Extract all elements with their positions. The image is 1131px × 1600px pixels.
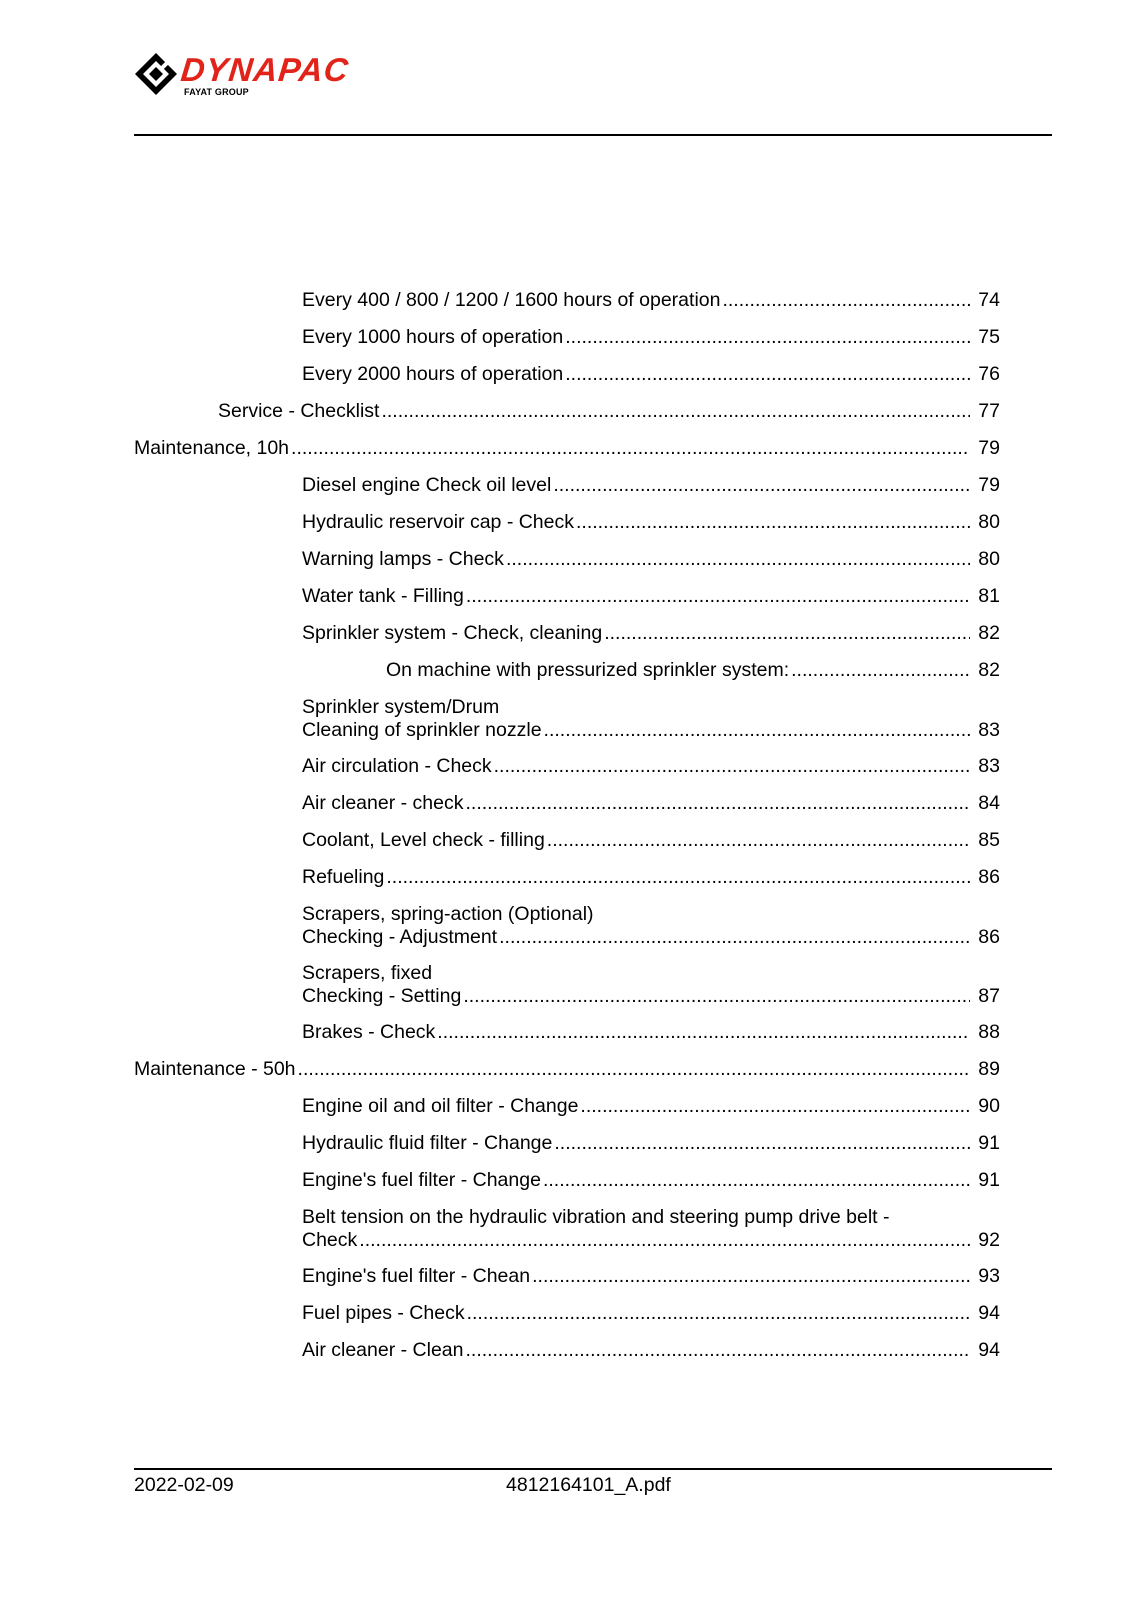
toc-entry-title: Every 1000 hours of operation bbox=[302, 326, 564, 348]
toc-entry[interactable] bbox=[134, 326, 1000, 349]
toc-dot-leader bbox=[494, 755, 970, 778]
toc-entry-page-number: 77 bbox=[978, 400, 1000, 422]
brand-subtitle: FAYAT GROUP bbox=[184, 87, 249, 97]
toc-entry[interactable] bbox=[134, 474, 1000, 497]
toc-entry-title: Diesel engine Check oil level bbox=[302, 474, 552, 496]
toc-dot-leader bbox=[298, 1058, 970, 1081]
toc-dot-leader bbox=[465, 792, 970, 815]
toc-entry-title: Sprinkler system - Check, cleaning bbox=[302, 622, 603, 644]
toc-entry-line bbox=[302, 985, 1000, 1008]
toc-entry[interactable] bbox=[134, 659, 1000, 682]
toc-entry[interactable] bbox=[134, 511, 1000, 534]
toc-dot-leader bbox=[381, 400, 970, 423]
toc-entry-line bbox=[302, 474, 1000, 497]
toc-entry-line bbox=[302, 363, 1000, 386]
toc-entry[interactable] bbox=[134, 1132, 1000, 1155]
toc-entry-page-number: 94 bbox=[978, 1339, 1000, 1361]
toc-entry[interactable] bbox=[134, 400, 1000, 423]
toc-entry-title: Engine's fuel filter - Chean bbox=[302, 1265, 531, 1287]
toc-entry[interactable] bbox=[134, 622, 1000, 645]
toc-entry-page-number: 87 bbox=[978, 985, 1000, 1007]
dynapac-diamond-icon bbox=[134, 52, 178, 96]
toc-entry-line bbox=[386, 659, 1000, 682]
toc-dot-leader bbox=[554, 1132, 970, 1155]
toc-entry-line bbox=[302, 585, 1000, 608]
toc-entry[interactable] bbox=[134, 755, 1000, 778]
toc-entry-line bbox=[302, 1339, 1000, 1362]
toc-entry-page-number: 84 bbox=[978, 792, 1000, 814]
toc-entry[interactable] bbox=[134, 1265, 1000, 1288]
toc-entry[interactable] bbox=[134, 903, 1000, 949]
toc-entry-page-number: 76 bbox=[978, 363, 1000, 385]
toc-dot-leader bbox=[547, 829, 970, 852]
toc-entry-line bbox=[302, 755, 1000, 778]
toc-entry-line bbox=[302, 622, 1000, 645]
footer-filename: 4812164101_A.pdf bbox=[506, 1474, 671, 1496]
toc-dot-leader bbox=[359, 1229, 970, 1252]
toc-entry-title: Hydraulic reservoir cap - Check bbox=[302, 511, 575, 533]
toc-entry-title: Check bbox=[302, 1229, 358, 1251]
toc-entry-line bbox=[302, 1095, 1000, 1118]
toc-dot-leader bbox=[465, 1339, 970, 1362]
toc-dot-leader bbox=[543, 1169, 970, 1192]
toc-entry-line bbox=[302, 289, 1000, 312]
toc-entry-line bbox=[302, 548, 1000, 571]
toc-entry-line bbox=[302, 1229, 1000, 1252]
toc-entry-title: On machine with pressurized sprinkler system: bbox=[386, 659, 790, 681]
toc-entry[interactable] bbox=[134, 585, 1000, 608]
toc-entry-title-line: Sprinkler system/Drum bbox=[302, 696, 500, 718]
toc-dot-leader bbox=[544, 719, 970, 742]
footer-rule bbox=[134, 1468, 1052, 1470]
toc-entry-title: Coolant, Level check - filling bbox=[302, 829, 545, 851]
toc-entry-page-number: 79 bbox=[978, 437, 1000, 459]
toc-entry-title: Service - Checklist bbox=[218, 400, 380, 422]
toc-dot-leader bbox=[565, 363, 970, 386]
toc-dot-leader bbox=[506, 548, 970, 571]
toc-entry-title: Maintenance, 10h bbox=[134, 437, 290, 459]
toc-entry-page-number: 75 bbox=[978, 326, 1000, 348]
toc-entry-page-number: 79 bbox=[978, 474, 1000, 496]
toc-dot-leader bbox=[463, 985, 970, 1008]
toc-entry-line bbox=[302, 792, 1000, 815]
toc-entry[interactable] bbox=[134, 829, 1000, 852]
toc-entry-line bbox=[302, 1265, 1000, 1288]
toc-dot-leader bbox=[467, 1302, 970, 1325]
toc-entry-title: Warning lamps - Check bbox=[302, 548, 504, 570]
toc-entry-title: Air cleaner - Clean bbox=[302, 1339, 464, 1361]
toc-entry-line bbox=[218, 400, 1000, 423]
toc-entry-page-number: 93 bbox=[978, 1265, 1000, 1287]
dynapac-logo bbox=[134, 50, 474, 102]
toc-entry-title: Maintenance - 50h bbox=[134, 1058, 296, 1080]
toc-entry-line bbox=[302, 829, 1000, 852]
table-of-contents bbox=[134, 289, 1000, 1376]
toc-entry[interactable] bbox=[134, 363, 1000, 386]
toc-entry-page-number: 86 bbox=[978, 866, 1000, 888]
toc-entry[interactable] bbox=[134, 1169, 1000, 1192]
toc-entry[interactable] bbox=[134, 1302, 1000, 1325]
toc-entry[interactable] bbox=[134, 696, 1000, 742]
toc-entry-title: Cleaning of sprinkler nozzle bbox=[302, 719, 542, 741]
toc-entry-page-number: 89 bbox=[978, 1058, 1000, 1080]
toc-entry-page-number: 86 bbox=[978, 926, 1000, 948]
toc-entry-page-number: 83 bbox=[978, 719, 1000, 741]
toc-entry-page-number: 88 bbox=[978, 1021, 1000, 1043]
toc-entry[interactable] bbox=[134, 289, 1000, 312]
toc-dot-leader bbox=[386, 866, 970, 889]
toc-entry-page-number: 80 bbox=[978, 511, 1000, 533]
toc-entry-title: Checking - Setting bbox=[302, 985, 462, 1007]
toc-entry-line bbox=[302, 719, 1000, 742]
toc-entry[interactable] bbox=[134, 437, 1000, 460]
toc-entry-title: Checking - Adjustment bbox=[302, 926, 498, 948]
toc-entry[interactable] bbox=[134, 1095, 1000, 1118]
toc-entry-title: Fuel pipes - Check bbox=[302, 1302, 465, 1324]
toc-entry[interactable] bbox=[134, 1021, 1000, 1044]
toc-entry-line bbox=[134, 437, 1000, 460]
brand-wordmark: DYNAPAC bbox=[179, 51, 351, 88]
toc-entry-line bbox=[302, 326, 1000, 349]
toc-entry[interactable] bbox=[134, 1339, 1000, 1362]
toc-entry-page-number: 82 bbox=[978, 659, 1000, 681]
toc-entry-line bbox=[302, 511, 1000, 534]
footer-date: 2022-02-09 bbox=[134, 1474, 234, 1496]
toc-entry[interactable] bbox=[134, 548, 1000, 571]
toc-entry-line bbox=[134, 1058, 1000, 1081]
toc-entry-title: Hydraulic fluid filter - Change bbox=[302, 1132, 553, 1154]
toc-entry-page-number: 91 bbox=[978, 1132, 1000, 1154]
toc-dot-leader bbox=[291, 437, 970, 460]
toc-entry-title: Every 2000 hours of operation bbox=[302, 363, 564, 385]
toc-entry[interactable] bbox=[134, 1058, 1000, 1081]
toc-entry-title-line: Belt tension on the hydraulic vibration and steering pump drive belt - bbox=[302, 1206, 890, 1228]
toc-dot-leader bbox=[791, 659, 970, 682]
toc-dot-leader bbox=[565, 326, 970, 349]
toc-entry[interactable] bbox=[134, 866, 1000, 889]
toc-entry-line bbox=[302, 926, 1000, 949]
toc-entry-page-number: 80 bbox=[978, 548, 1000, 570]
toc-entry-line bbox=[302, 1021, 1000, 1044]
toc-entry-page-number: 81 bbox=[978, 585, 1000, 607]
toc-entry-title-line: Scrapers, fixed bbox=[302, 962, 433, 984]
toc-dot-leader bbox=[437, 1021, 970, 1044]
toc-entry-title: Refueling bbox=[302, 866, 385, 888]
toc-entry-page-number: 83 bbox=[978, 755, 1000, 777]
toc-entry-title: Engine's fuel filter - Change bbox=[302, 1169, 541, 1191]
toc-entry-title: Air circulation - Check bbox=[302, 755, 492, 777]
toc-entry-line bbox=[302, 1132, 1000, 1155]
toc-entry-page-number: 85 bbox=[978, 829, 1000, 851]
toc-entry-title: Water tank - Filling bbox=[302, 585, 464, 607]
toc-entry[interactable] bbox=[134, 792, 1000, 815]
toc-dot-leader bbox=[553, 474, 970, 497]
toc-entry-page-number: 90 bbox=[978, 1095, 1000, 1117]
toc-dot-leader bbox=[466, 585, 970, 608]
toc-dot-leader bbox=[532, 1265, 970, 1288]
toc-entry-title: Air cleaner - check bbox=[302, 792, 464, 814]
toc-entry-page-number: 74 bbox=[978, 289, 1000, 311]
toc-dot-leader bbox=[499, 926, 970, 949]
toc-entry-line bbox=[302, 1302, 1000, 1325]
toc-dot-leader bbox=[604, 622, 970, 645]
header-rule bbox=[134, 134, 1052, 136]
toc-entry-title-line: Scrapers, spring-action (Optional) bbox=[302, 903, 594, 925]
toc-entry[interactable] bbox=[134, 962, 1000, 1008]
toc-dot-leader bbox=[576, 511, 970, 534]
toc-dot-leader bbox=[580, 1095, 970, 1118]
toc-entry-page-number: 91 bbox=[978, 1169, 1000, 1191]
toc-dot-leader bbox=[722, 289, 970, 312]
toc-entry-title: Brakes - Check bbox=[302, 1021, 436, 1043]
toc-entry-title: Engine oil and oil filter - Change bbox=[302, 1095, 579, 1117]
toc-entry-page-number: 92 bbox=[978, 1229, 1000, 1251]
toc-entry[interactable] bbox=[134, 1206, 1000, 1252]
toc-entry-line bbox=[302, 866, 1000, 889]
toc-entry-page-number: 94 bbox=[978, 1302, 1000, 1324]
toc-entry-page-number: 82 bbox=[978, 622, 1000, 644]
toc-entry-line bbox=[302, 1169, 1000, 1192]
toc-entry-title: Every 400 / 800 / 1200 / 1600 hours of operation bbox=[302, 289, 721, 311]
